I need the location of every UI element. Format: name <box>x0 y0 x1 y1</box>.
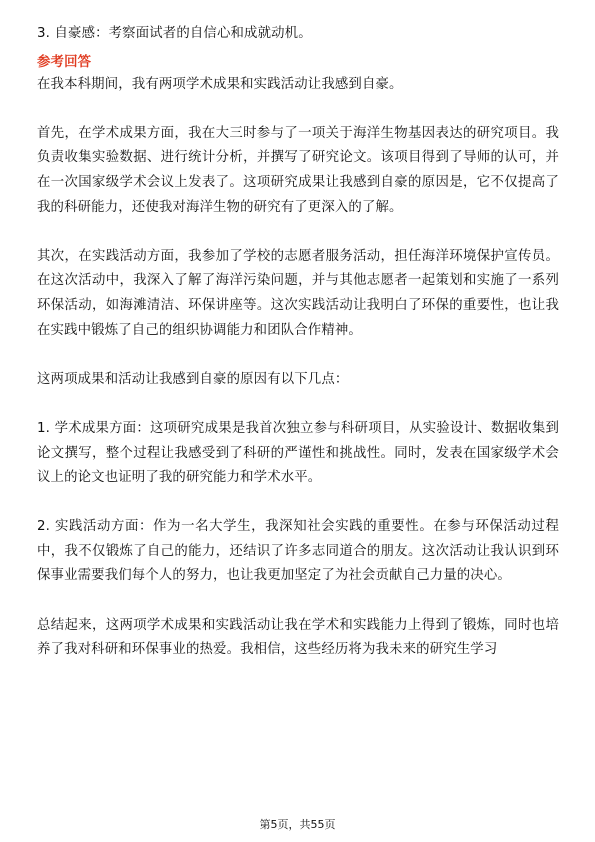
paragraph-reasons-intro: 这两项成果和活动让我感到自豪的原因有以下几点： <box>37 371 349 387</box>
paragraph-reason-2: 2. 实践活动方面：作为一名大学生，我深知社会实践的重要性。在参与环保活动过程中，我不仅锻炼了自己的能力，还结识了许多志同道合的朋友。这次活动让我认识到环保事业需要我们每个人的努力，也让我更加坚定了为社会贡献自己力量的决心。 <box>37 519 559 584</box>
paragraph-intro: 在我本科期间，我有两项学术成果和实践活动让我感到自豪。 <box>37 76 403 92</box>
answer-label: 参考回答 <box>37 54 92 70</box>
question-heading: 3. 自豪感：考察面试者的自信心和成就动机。 <box>37 26 312 41</box>
page-footer: 第5页，共55页 <box>259 818 336 831</box>
paragraph-reason-1: 1. 学术成果方面：这项研究成果是我首次独立参与科研项目，从实验设计、数据收集到论文撰写，整个过程让我感受到了科研的严谨性和挑战性。同时，发表在国家级学术会议上的论文也证明了我的研究能力和学术水平。 <box>37 420 559 486</box>
paragraph-summary: 总结起来，这两项学术成果和实践活动让我在学术和实践能力上得到了锻炼，同时也培养了我对科研和环保事业的热爱。我相信，这些经历将为我未来的研究生学习 <box>37 617 559 658</box>
paragraph-practice: 其次，在实践活动方面，我参加了学校的志愿者服务活动，担任海洋环境保护宣传员。在这次活动中，我深入了解了海洋污染问题，并与其他志愿者一起策划和实施了一系列环保活动，如海滩清洁、环保讲座等。这次实践活动让我明白了环保的重要性，也让我在实践中锻炼了自己的组织协调能力和团队合作精神。 <box>37 248 559 338</box>
page-content <box>37 22 559 687</box>
paragraph-academic: 首先，在学术成果方面，我在大三时参与了一项关于海洋生物基因表达的研究项目。我负责收集实验数据、进行统计分析，并撰写了研究论文。该项目得到了导师的认可，并在一次国家级学术会议上发表了。这项研究成果让我感到自豪的原因是，它不仅提高了我的科研能力，还使我对海洋生物的研究有了更深入的了解。 <box>37 125 559 215</box>
